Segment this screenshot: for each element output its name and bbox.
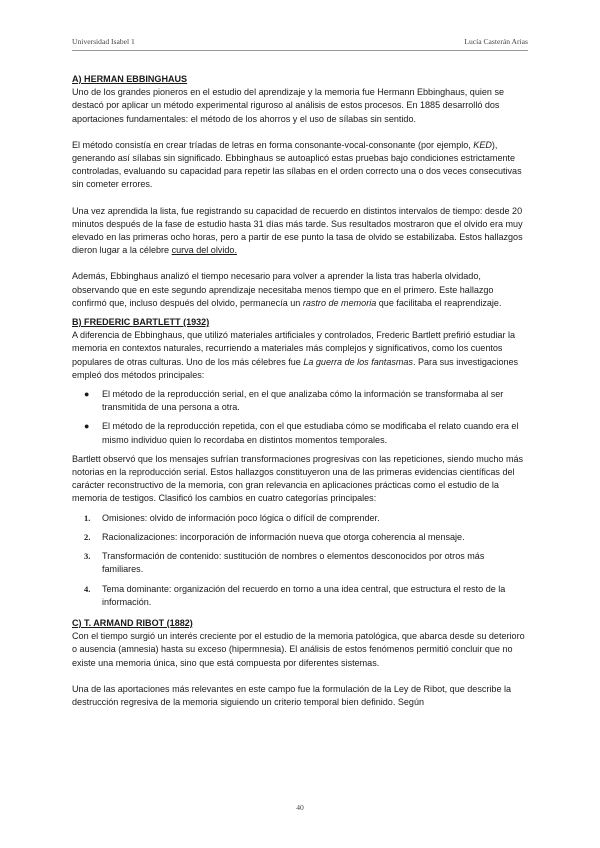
paragraph: Una vez aprendida la lista, fue registrando su capacidad de recuerdo en distintos intervalos de tiempo: desde 20 minutos después de la fase de estudio hasta 31 días más tarde. Sus resultados mostraron que el olvido era muy elevado en las primeras ocho horas, pero a partir de ese punto la tasa de olvido se estabilizaba. Estos hallazgos dieron lugar a la célebre curva del olvido. <box>72 205 523 256</box>
list-item: 2. Racionalizaciones: incorporación de información nueva que otorga coherencia al mensaje. <box>84 531 465 542</box>
bullet-icon: ● <box>84 389 90 400</box>
page-number: 40 <box>296 803 304 812</box>
paragraph: Con el tiempo surgió un interés creciente por el estudio de la memoria patológica, que abarca desde su deterioro o ausencia (amnesia) hasta su exceso (hipermnesia). El análisis de estos fenómenos permitió concluir que no existe una memoria única, sino que está compuesta por diferentes sistemas. <box>72 631 525 668</box>
emphasis: rastro de memoria <box>302 297 377 308</box>
bullet-icon: ● <box>84 421 90 432</box>
list-item: 4. Tema dominante: organización del recuerdo en torno a una idea central, que estructura el resto de la información. <box>84 583 506 607</box>
numbered-list <box>72 512 528 609</box>
section-heading-ribot: C) T. ARMAND RIBOT (1882) <box>72 617 193 628</box>
list-item: ● El método de la reproducción serial, en el que analizaba cómo la información se transformaba al ser transmitida de una persona a otra. <box>84 389 504 413</box>
list-item: ● El método de la reproducción repetida, con el que estudiaba cómo se modificaba el relato cuando era el mismo individuo quien lo recordaba en distintos momentos temporales. <box>84 421 519 445</box>
emphasis: KED <box>473 139 492 150</box>
list-item: 3. Transformación de contenido: sustitución de nombres o elementos desconocidos por otros más familiares. <box>84 551 485 575</box>
paragraph: A diferencia de Ebbinghaus, que utilizó materiales artificiales y controlados, Frederic Bartlett prefirió estudiar la memoria en contextos naturales, recurriendo a materiales más complejos y significativos, como los cuentos populares de otras culturas. Uno de los más célebres fue La guerra de los fantasmas. Para sus investigaciones empleó dos métodos principales: <box>72 330 519 380</box>
section-heading-bartlett: B) FREDERIC BARTLETT (1932) <box>72 317 210 328</box>
list-item: 1. Omisiones: olvido de información poco lógica o difícil de comprender. <box>84 512 380 523</box>
paragraph: Una de las aportaciones más relevantes en este campo fue la formulación de la Ley de Ribot, que describe la destrucción regresiva de la memoria siguiendo un criterio temporal bien definido. Según <box>72 683 512 707</box>
paragraph: Bartlett observó que los mensajes sufrían transformaciones progresivas con las repeticiones, siendo mucho más notorias en la reproducción serial. Estos hallazgos constituyeron una de las primeras evidencias científicas del carácter reconstructivo de la memoria, con gran relevancia en aplicaciones prácticas como el estudio de la memoria de testigos. Clasificó los cambios en cuatro categorías principales: <box>72 453 524 504</box>
paragraph: Uno de los grandes pioneros en el estudio del aprendizaje y la memoria fue Hermann Ebbinghaus, quien se destacó por aplicar un método experimental riguroso al análisis de estos procesos. En 1885 desarrolló dos aportaciones fundamentales: el método de los ahorros y el uso de sílabas sin sentido. <box>72 87 505 124</box>
header-author: Lucía Casterán Arias <box>464 37 528 46</box>
underlined-term: curva del olvido. <box>171 245 237 256</box>
emphasis: La guerra de los fantasmas <box>303 356 413 367</box>
bullet-list <box>72 388 528 447</box>
section-heading-ebbinghaus: A) HERMAN EBBINGHAUS <box>72 74 188 84</box>
paragraph: Además, Ebbinghaus analizó el tiempo necesario para volver a aprender la lista tras haberla olvidado, observando que en este segundo aprendizaje necesitaba menos tiempo que en el primero. Este hallazgo confirmó que, incluso después del olvido, permanecía un rastro de memoria que facilitaba el reaprendizaje. <box>72 271 502 308</box>
paragraph: El método consistía en crear tríadas de letras en forma consonante-vocal-consonante (por ejemplo, KED), generando así sílabas sin significado. Ebbinghaus se autoaplicó estas pruebas bajo condiciones estrictamente controladas, evaluando su capacidad para repetir las sílabas en el orden correcto una o dos veces consecutivas sin cometer errores. <box>72 139 522 190</box>
header-divider <box>72 50 528 51</box>
header-institution: Universidad Isabel 1 <box>72 37 135 46</box>
document-body <box>72 73 528 709</box>
